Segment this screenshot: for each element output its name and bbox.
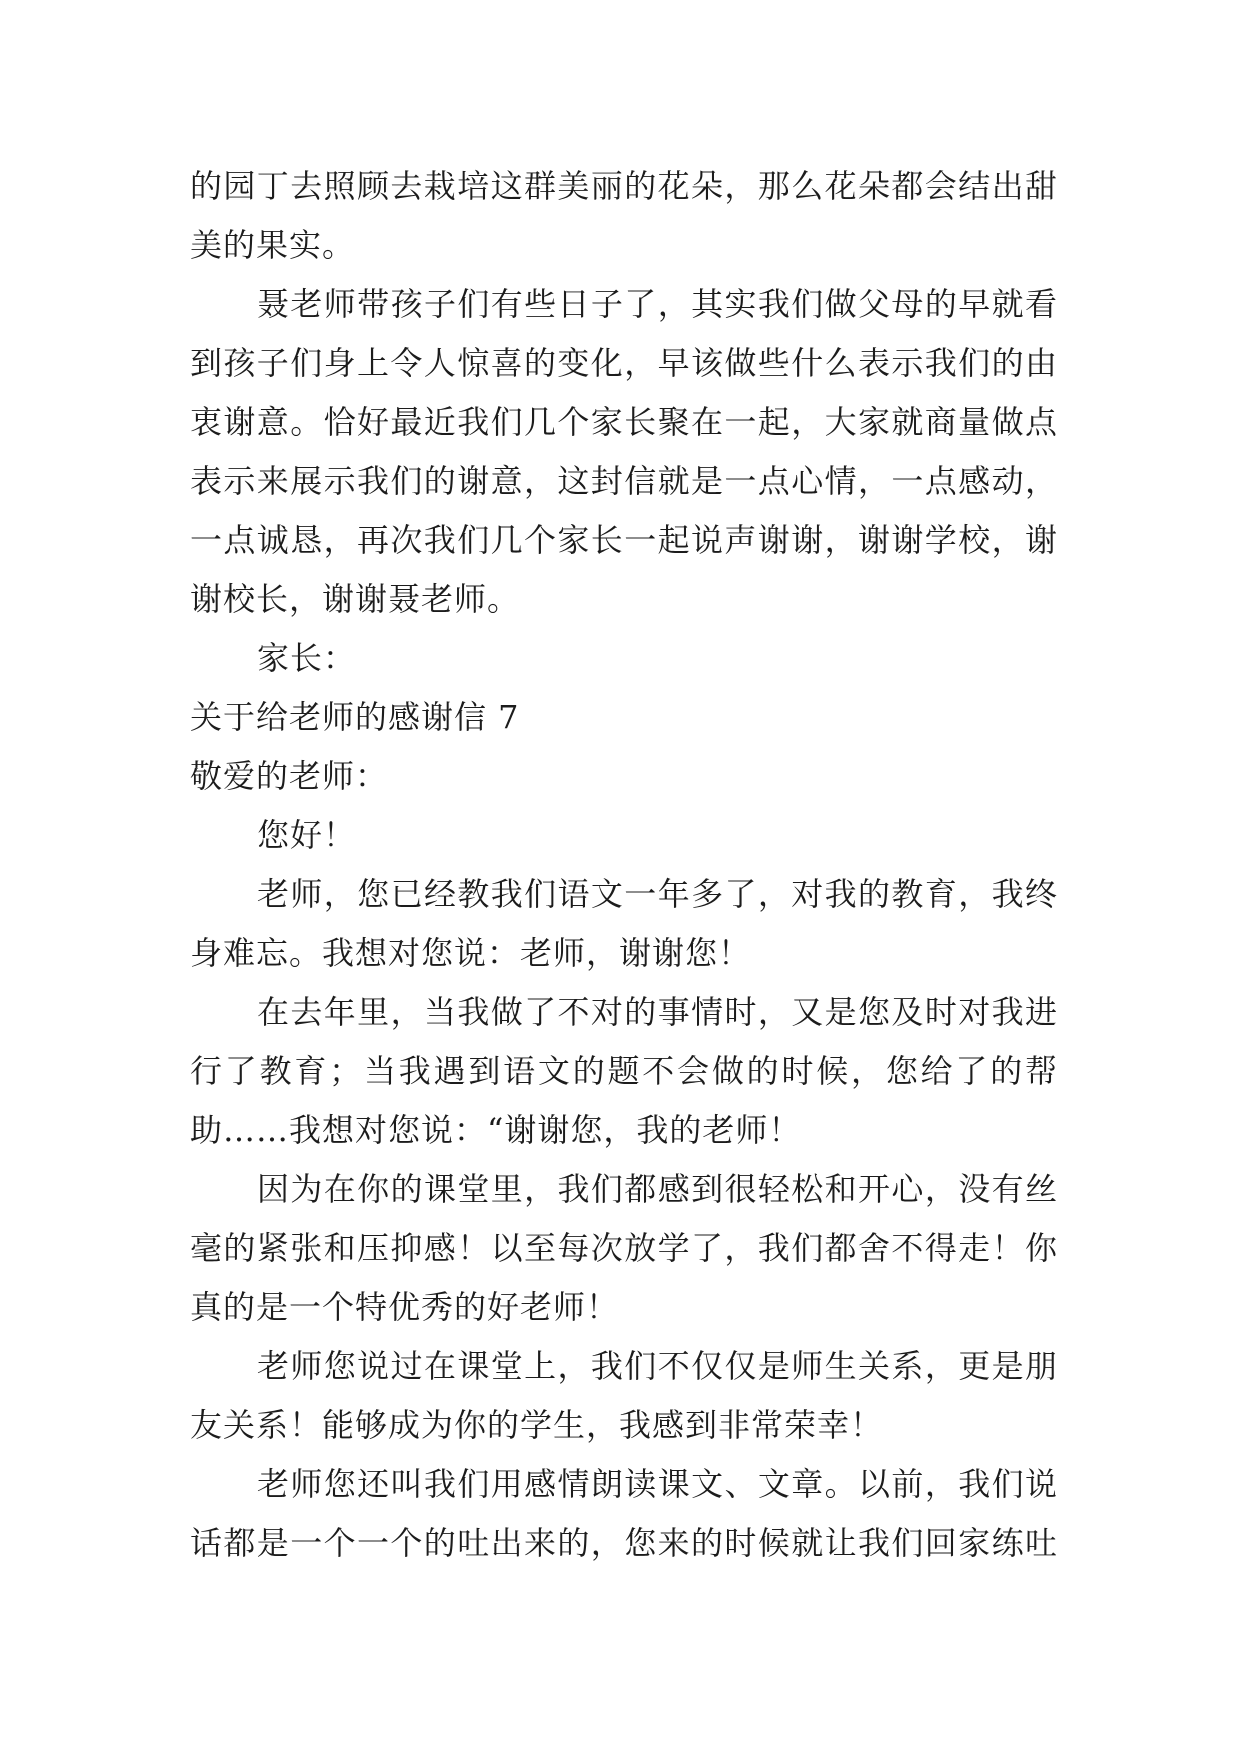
text-line: 行了教育；当我遇到语文的题不会做的时候，您给了的帮 [190,1052,1058,1090]
text-line: 老师，您已经教我们语文一年多了，对我的教育，我终 [257,875,1058,913]
document-body [190,157,1058,1573]
text-line: 老师您还叫我们用感情朗读课文、文章。以前，我们说 [257,1465,1058,1503]
text-line: 毫的紧张和压抑感！以至每次放学了，我们都舍不得走！你 [190,1229,1058,1267]
text-line: 在去年里，当我做了不对的事情时，又是您及时对我进 [257,993,1058,1031]
text-line: 一点诚恳，再次我们几个家长一起说声谢谢，谢谢学校，谢 [190,521,1058,559]
salutation: 敬爱的老师： [190,757,389,795]
text-line: 谢校长，谢谢聂老师。 [190,580,521,618]
greeting: 您好！ [257,816,357,854]
text-line: 美的果实。 [190,226,356,264]
text-line: 话都是一个一个的吐出来的，您来的时候就让我们回家练吐 [190,1524,1058,1562]
signature-line: 家长： [257,639,357,677]
text-line: 到孩子们身上令人惊喜的变化，早该做些什么表示我们的由 [190,344,1058,382]
text-line: 真的是一个特优秀的好老师！ [190,1288,620,1326]
letter-heading: 关于给老师的感谢信 7 [190,698,520,736]
text-line: 聂老师带孩子们有些日子了，其实我们做父母的早就看 [257,285,1058,323]
text-line: 助……我想对您说：“谢谢您，我的老师！ [190,1111,802,1149]
text-line: 因为在你的课堂里，我们都感到很轻松和开心，没有丝 [257,1170,1058,1208]
text-line: 衷谢意。恰好最近我们几个家长聚在一起，大家就商量做点 [190,403,1058,441]
text-line: 友关系！能够成为你的学生，我感到非常荣幸！ [190,1406,884,1444]
text-line: 老师您说过在课堂上，我们不仅仅是师生关系，更是朋 [257,1347,1058,1385]
text-line: 的园丁去照顾去栽培这群美丽的花朵，那么花朵都会结出甜 [190,167,1058,205]
text-line: 身难忘。我想对您说：老师，谢谢您！ [190,934,752,972]
text-line: 表示来展示我们的谢意，这封信就是一点心情，一点感动， [190,462,1058,500]
